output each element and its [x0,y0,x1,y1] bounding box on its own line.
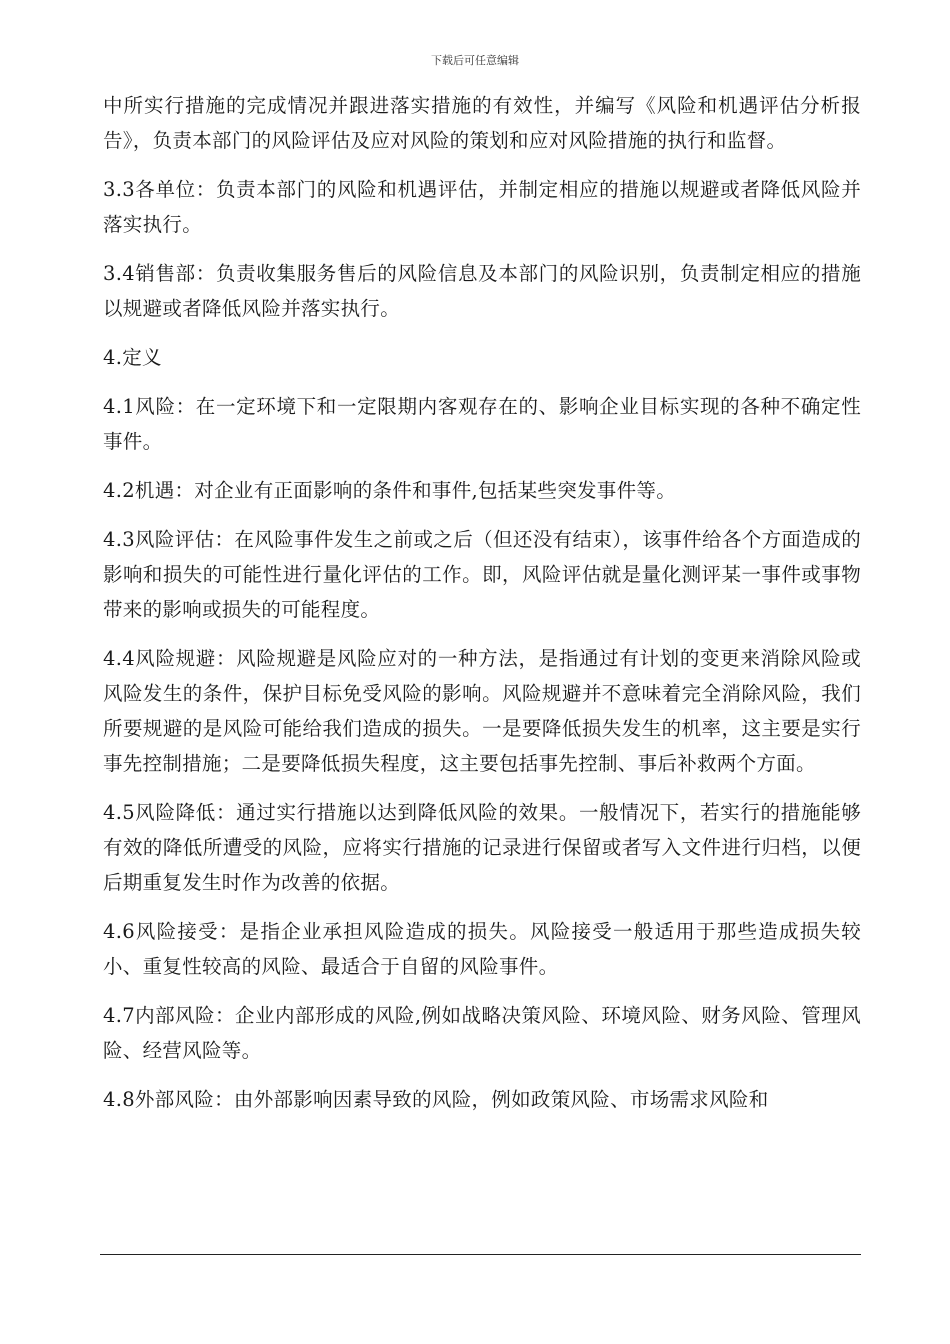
paragraph-continued-responsibilities: 中所实行措施的完成情况并跟进落实措施的有效性，并编写《风险和机遇评估分析报告》，负责本部门的风险评估及应对风险的策划和应对风险措施的执行和监督。 [103,94,861,152]
document-body [103,88,861,1131]
paragraph-4-6-risk-acceptance: 4.6风险接受：是指企业承担风险造成的损失。风险接受一般适用于那些造成损失较小、重复性较高的风险、最适合于自留的风险事件。 [103,920,861,978]
paragraph-4-1-risk: 4.1风险：在一定环境下和一定限期内客观存在的、影响企业目标实现的各种不确定性事件。 [103,395,861,453]
paragraph-4-7-internal-risk: 4.7内部风险：企业内部形成的风险,例如战略决策风险、环境风险、财务风险、管理风险、经营风险等。 [103,1004,861,1062]
paragraph-4-8-external-risk: 4.8外部风险：由外部影响因素导致的风险，例如政策风险、市场需求风险和 [103,1088,769,1111]
section-heading-definitions: 4.定义 [103,346,162,369]
paragraph-4-3-risk-assessment: 4.3风险评估：在风险事件发生之前或之后（但还没有结束），该事件给各个方面造成的影响和损失的可能性进行量化评估的工作。即，风险评估就是量化测评某一事件或事物带来的影响或损失的可能程度。 [103,528,861,621]
paragraph-3-4-sales: 3.4销售部：负责收集服务售后的风险信息及本部门的风险识别，负责制定相应的措施以规避或者降低风险并落实执行。 [103,262,861,320]
footer-divider [100,1254,861,1255]
page-header-note: 下载后可任意编辑 [431,54,519,67]
paragraph-4-2-opportunity: 4.2机遇：对企业有正面影响的条件和事件,包括某些突发事件等。 [103,479,677,502]
paragraph-4-5-risk-reduction: 4.5风险降低：通过实行措施以达到降低风险的效果。一般情况下，若实行的措施能够有效的降低所遭受的风险，应将实行措施的记录进行保留或者写入文件进行归档，以便后期重复发生时作为改善的依据。 [103,801,861,894]
paragraph-4-4-risk-avoidance: 4.4风险规避：风险规避是风险应对的一种方法，是指通过有计划的变更来消除风险或风险发生的条件，保护目标免受风险的影响。风险规避并不意味着完全消除风险，我们所要规避的是风险可能给我们造成的损失。一是要降低损失发生的机率，这主要是实行事先控制措施；二是要降低损失程度，这主要包括事先控制、事后补救两个方面。 [103,647,861,775]
paragraph-3-3-units: 3.3各单位：负责本部门的风险和机遇评估，并制定相应的措施以规避或者降低风险并落实执行。 [103,178,861,236]
